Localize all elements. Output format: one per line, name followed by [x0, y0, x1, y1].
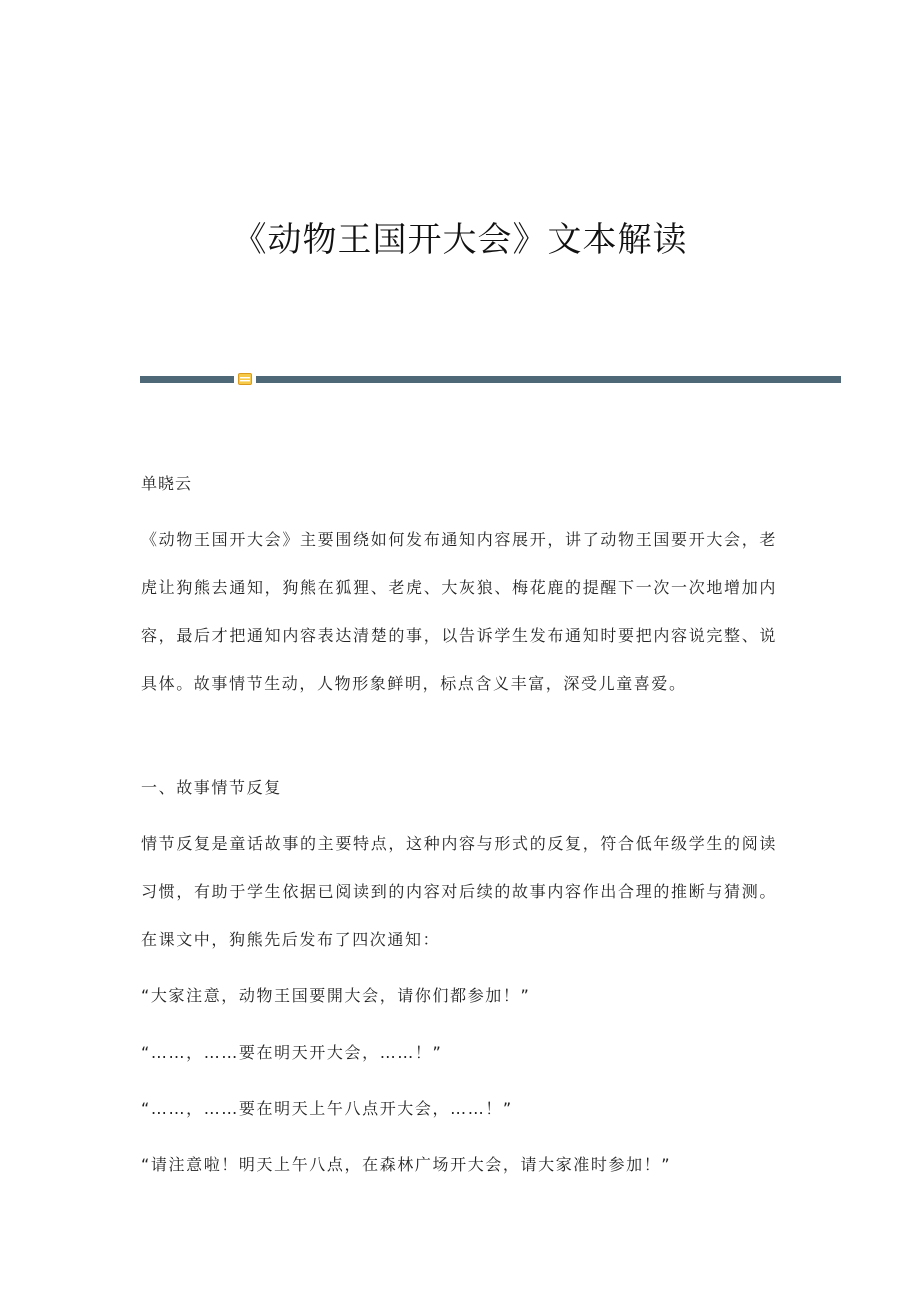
section-paragraph: 情节反复是童话故事的主要特点，这种内容与形式的反复，符合低年级学生的阅读习惯，有助于学生依据已阅读到的内容对后续的故事内容作出合理的推断与猜测。在课文中，狗熊先后发布了四次通知： — [141, 834, 777, 949]
quote-line-3: “……，……要在明天上午八点开大会，……！” — [141, 1099, 513, 1118]
intro-paragraph: 《动物王国开大会》主要围绕如何发布通知内容展开，讲了动物王国要开大会，老虎让狗熊去通知，狗熊在狐狸、老虎、大灰狼、梅花鹿的提醒下一次一次地增加内容，最后才把通知内容表达清楚的事，以告诉学生发布通知时要把内容说完整、说具体。故事情节生动，人物形象鲜明，标点含义丰富，深受儿童喜爱。 — [141, 530, 777, 693]
quote-line-4: “请注意啦！明天上午八点，在森林广场开大会，请大家准时参加！” — [141, 1155, 672, 1174]
title-divider — [140, 372, 841, 386]
quote-line-2: “……，……要在明天开大会，……！” — [141, 1043, 443, 1062]
envelope-icon — [238, 373, 252, 385]
quote-line-1: “大家注意，动物王国要開大会，请你们都参加！” — [141, 986, 531, 1005]
document-title: 《动物王国开大会》文本解读 — [232, 220, 688, 260]
author-name: 单晓云 — [141, 474, 193, 493]
divider-bar-left — [140, 376, 234, 383]
section-heading: 一、故事情节反复 — [141, 778, 282, 797]
divider-bar-right — [256, 376, 841, 383]
